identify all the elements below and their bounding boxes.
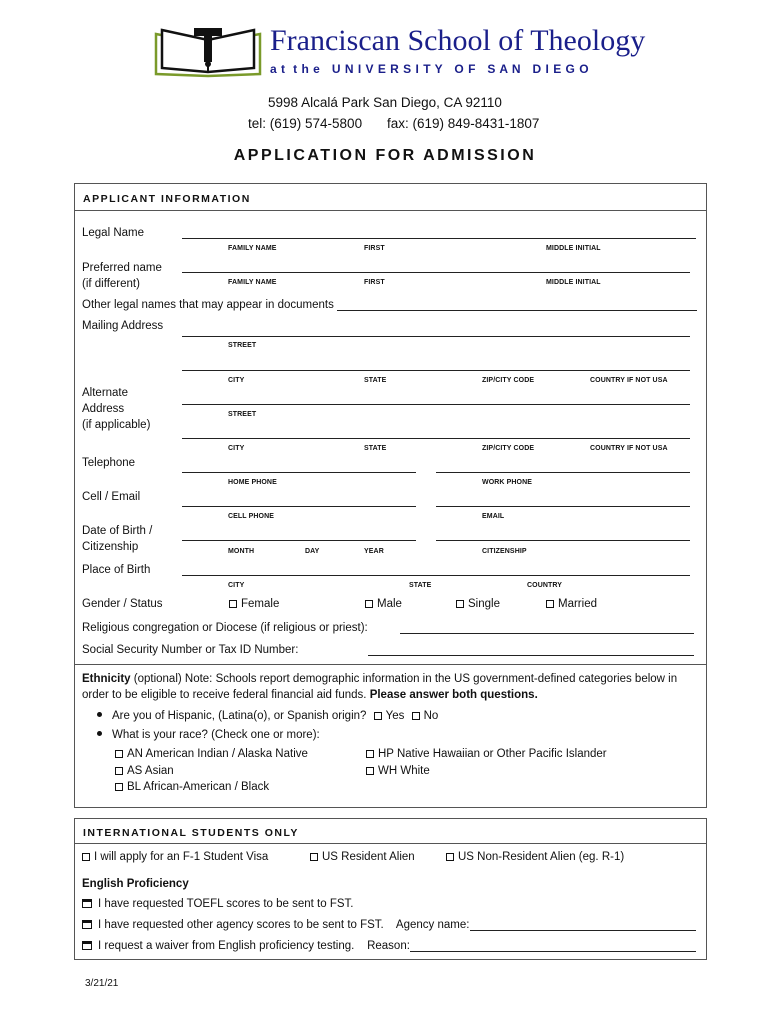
ethnicity-note-2: [82, 689, 538, 701]
city-caption: CITY: [228, 377, 245, 384]
dob-field[interactable]: [182, 540, 416, 541]
applicant-section-title: APPLICANT INFORMATION: [83, 193, 251, 205]
toefl-checkbox[interactable]: [82, 898, 353, 910]
ssn-label: Social Security Number or Tax ID Number:: [82, 644, 299, 656]
citizenship-field[interactable]: [436, 540, 690, 541]
citizenship-caption: CITIZENSHIP: [482, 548, 527, 555]
family-name-caption: FAMILY NAME: [228, 245, 277, 252]
legal-name-field[interactable]: [182, 238, 696, 239]
race-as-label: AS Asian: [127, 765, 174, 777]
checkbox-icon: [82, 920, 92, 929]
toefl-label: I have requested TOEFL scores to be sent to FST.: [98, 898, 354, 910]
checkbox-icon: [115, 767, 123, 775]
race-question-text: What is your race? (Check one or more):: [112, 729, 320, 741]
street-caption: STREET: [228, 411, 257, 418]
other-names-field[interactable]: [337, 310, 697, 311]
checkbox-icon: [82, 853, 90, 861]
legal-name-label: Legal Name: [82, 227, 145, 239]
zip-caption: ZIP/CITY CODE: [482, 445, 535, 452]
checkbox-icon: [115, 750, 123, 758]
male-checkbox[interactable]: [365, 598, 402, 610]
school-fax: fax: (619) 849-8431-1807: [387, 116, 540, 131]
country-caption: COUNTRY: [527, 582, 563, 589]
cell-phone-field[interactable]: [182, 506, 416, 507]
preferred-name-field[interactable]: [182, 272, 690, 273]
alternate-street-field[interactable]: [182, 404, 690, 405]
no-label: No: [423, 710, 439, 722]
zip-caption: ZIP/CITY CODE: [482, 377, 535, 384]
dob-label: Date of Birth /: [82, 525, 153, 537]
us-nonresident-label: US Non-Resident Alien (eg. R-1): [458, 851, 625, 863]
applicant-header-divider: [75, 210, 706, 211]
race-question: [97, 729, 320, 741]
country-caption: COUNTRY IF NOT USA: [590, 377, 668, 384]
ethnicity-text-2: order to be eligible to receive federal financial aid funds.: [82, 689, 370, 701]
f1-visa-checkbox[interactable]: [82, 851, 268, 863]
alternate-city-field[interactable]: [182, 438, 690, 439]
alternate-address-label: Alternate: [82, 387, 129, 399]
city-caption: CITY: [228, 582, 245, 589]
agency-name-field[interactable]: [470, 930, 696, 931]
school-tel: tel: (619) 574-5800: [248, 116, 363, 131]
middle-initial-caption: MIDDLE INITIAL: [546, 279, 601, 286]
married-checkbox[interactable]: [546, 598, 597, 610]
school-subtitle: a t t h e U N I V E R S I T Y O F S A N D I E G O: [270, 62, 590, 76]
middle-initial-caption: MIDDLE INITIAL: [546, 245, 601, 252]
preferred-name-label-2: (if different): [82, 278, 140, 290]
year-caption: YEAR: [364, 548, 384, 555]
alternate-address-label-3: (if applicable): [82, 419, 151, 431]
waiver-checkbox[interactable]: [82, 940, 410, 952]
checkbox-icon: [374, 712, 382, 720]
race-an-label: AN American Indian / Alaska Native: [127, 748, 308, 760]
checkbox-icon: [456, 600, 464, 608]
single-label: Single: [468, 598, 500, 610]
race-hp-label: HP Native Hawaiian or Other Pacific Islander: [378, 748, 607, 760]
state-caption: STATE: [409, 582, 432, 589]
checkbox-icon: [115, 783, 123, 791]
ssn-field[interactable]: [368, 655, 694, 656]
work-phone-field[interactable]: [436, 472, 690, 473]
mailing-address-label: Mailing Address: [82, 320, 164, 332]
street-caption: STREET: [228, 342, 257, 349]
school-address: 5998 Alcalá Park San Diego, CA 92110: [268, 95, 502, 110]
city-caption: CITY: [228, 445, 245, 452]
checkbox-icon: [82, 941, 92, 950]
mailing-street-field[interactable]: [182, 336, 690, 337]
other-names-label: Other legal names that may appear in documents: [82, 299, 334, 311]
email-field[interactable]: [436, 506, 690, 507]
international-header-divider: [75, 843, 706, 844]
form-title: APPLICATION FOR ADMISSION: [233, 147, 537, 164]
school-name: Franciscan School of Theology: [270, 24, 646, 57]
race-hp-checkbox[interactable]: [366, 748, 607, 760]
month-caption: MONTH: [228, 548, 255, 555]
ethnicity-instruction: Please answer both questions.: [369, 689, 538, 701]
first-name-caption: FIRST: [364, 245, 385, 252]
state-caption: STATE: [364, 377, 387, 384]
ethnicity-note: [82, 673, 702, 685]
bullet-icon: [97, 731, 102, 736]
preferred-name-label: Preferred name: [82, 262, 162, 274]
dob-label-2: Citizenship: [82, 541, 139, 553]
race-wh-label: WH White: [378, 765, 430, 777]
hispanic-question: [97, 710, 438, 722]
first-name-caption: FIRST: [364, 279, 385, 286]
home-phone-caption: HOME PHONE: [228, 479, 277, 486]
waiver-reason-field[interactable]: [410, 951, 696, 952]
single-checkbox[interactable]: [456, 598, 500, 610]
hispanic-yes-checkbox[interactable]: [374, 710, 405, 722]
religious-field[interactable]: [400, 633, 694, 634]
ethnicity-divider: [75, 664, 706, 665]
cell-phone-caption: CELL PHONE: [228, 513, 274, 520]
yes-label: Yes: [385, 710, 405, 722]
religious-label: Religious congregation or Diocese (if religious or priest):: [82, 622, 368, 634]
agency-checkbox[interactable]: [82, 919, 469, 931]
place-of-birth-label: Place of Birth: [82, 564, 151, 576]
f1-visa-label: I will apply for an F-1 Student Visa: [94, 851, 269, 863]
email-caption: EMAIL: [482, 513, 505, 520]
checkbox-icon: [310, 853, 318, 861]
us-resident-checkbox[interactable]: [310, 851, 415, 863]
checkbox-icon: [366, 750, 374, 758]
checkbox-icon: [82, 899, 92, 908]
us-resident-label: US Resident Alien: [322, 851, 415, 863]
agency-label: I have requested other agency scores to be sent to FST. Agency name:: [98, 919, 470, 931]
ethnicity-heading: Ethnicity: [82, 673, 131, 685]
checkbox-icon: [366, 767, 374, 775]
mailing-city-field[interactable]: [182, 370, 690, 371]
revision-date: 3/21/21: [85, 978, 119, 989]
male-label: Male: [377, 598, 402, 610]
country-caption: COUNTRY IF NOT USA: [590, 445, 668, 452]
us-nonresident-checkbox[interactable]: [446, 851, 624, 863]
state-caption: STATE: [364, 445, 387, 452]
married-label: Married: [558, 598, 597, 610]
gender-status-label: Gender / Status: [82, 598, 163, 610]
alternate-address-label-2: Address: [82, 403, 125, 415]
home-phone-field[interactable]: [182, 472, 416, 473]
checkbox-icon: [446, 853, 454, 861]
international-section-title: INTERNATIONAL STUDENTS ONLY: [83, 827, 299, 839]
hispanic-no-checkbox[interactable]: [412, 710, 439, 722]
telephone-label: Telephone: [82, 457, 136, 469]
checkbox-icon: [365, 600, 373, 608]
work-phone-caption: WORK PHONE: [482, 479, 532, 486]
day-caption: DAY: [305, 548, 320, 555]
logo: [152, 24, 264, 78]
checkbox-icon: [412, 712, 420, 720]
waiver-label: I request a waiver from English proficiency testing. Reason:: [98, 940, 410, 952]
bullet-icon: [97, 712, 102, 717]
race-as-checkbox[interactable]: [115, 765, 174, 777]
cell-email-label: Cell / Email: [82, 491, 141, 503]
race-bl-checkbox[interactable]: [115, 781, 269, 793]
hispanic-question-text: Are you of Hispanic, (Latina(o), or Spanish origin?: [112, 710, 367, 722]
race-wh-checkbox[interactable]: [366, 765, 430, 777]
checkbox-icon: [229, 600, 237, 608]
race-bl-label: BL African-American / Black: [127, 781, 270, 793]
english-proficiency-heading: English Proficiency: [82, 878, 189, 890]
race-an-checkbox[interactable]: [115, 748, 308, 760]
female-checkbox[interactable]: [229, 598, 279, 610]
place-of-birth-field[interactable]: [182, 575, 690, 576]
ethnicity-text: (optional) Note: Schools report demographic information in the US government-defined categories below in: [130, 673, 678, 685]
checkbox-icon: [546, 600, 554, 608]
family-name-caption: FAMILY NAME: [228, 279, 277, 286]
female-label: Female: [241, 598, 280, 610]
